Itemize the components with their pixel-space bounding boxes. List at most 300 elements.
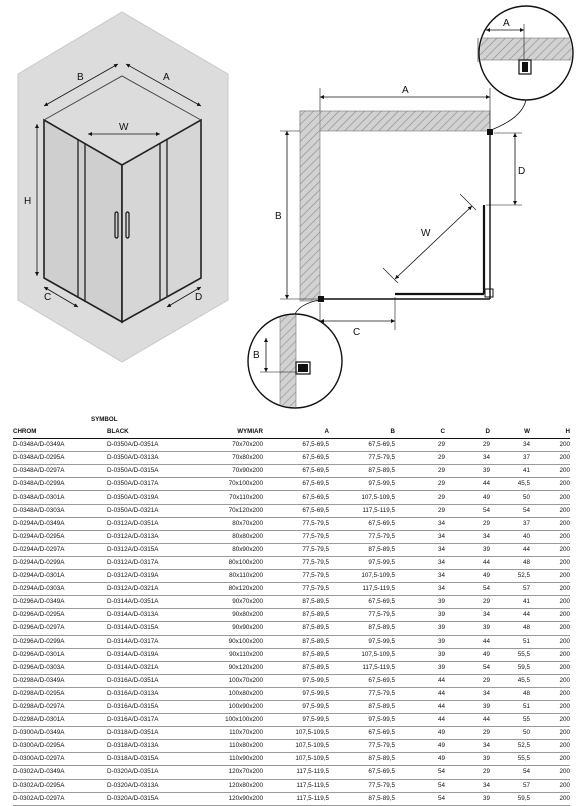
table-cell-wymiar: 80x90x200 <box>203 543 263 556</box>
table-cell-h: 200 <box>530 570 570 583</box>
table-row <box>13 439 570 452</box>
table-cell-wymiar: 120x80x200 <box>203 779 263 792</box>
table-cell-wymiar: 70x70x200 <box>203 439 263 452</box>
table-cell-h: 200 <box>530 556 570 569</box>
table-cell-black: D-0316A/D-0313A <box>107 687 203 700</box>
table-cell-w: 44 <box>490 609 530 622</box>
table-cell-a: 87,5-89,5 <box>263 635 329 648</box>
table-cell-c: 29 <box>395 465 445 478</box>
table-cell-d: 54 <box>445 583 490 596</box>
table-cell-black: D-0320A/D-0313A <box>107 779 203 792</box>
table-cell-chrom: D-0294A/D-0295A <box>13 530 107 543</box>
table-cell-w: 52,5 <box>490 740 530 753</box>
table-cell-w: 50 <box>490 727 530 740</box>
table-cell-b: 67,5-69,5 <box>329 766 395 779</box>
table-header-row <box>13 426 570 439</box>
table-cell-w: 51 <box>490 700 530 713</box>
table-cell-b: 97,5-99,5 <box>329 714 395 727</box>
table-cell-chrom: D-0348A/D-0349A <box>13 439 107 452</box>
table-row <box>13 727 570 740</box>
table-cell-black: D-0318A/D-0315A <box>107 753 203 766</box>
table-cell-w: 54 <box>490 766 530 779</box>
table-row <box>13 504 570 517</box>
table-cell-black: D-0350A/D-0317A <box>107 478 203 491</box>
table-cell-d: 39 <box>445 622 490 635</box>
detail-view-bottom <box>248 300 342 408</box>
table-row <box>13 478 570 491</box>
table-row <box>13 609 570 622</box>
table-cell-w: 41 <box>490 465 530 478</box>
table-cell-d: 29 <box>445 517 490 530</box>
table-row <box>13 700 570 713</box>
table-cell-a: 97,5-99,5 <box>263 714 329 727</box>
detail-bottom-leader <box>295 300 319 314</box>
table-cell-h: 200 <box>530 596 570 609</box>
table-cell-h: 200 <box>530 661 570 674</box>
table-cell-h: 200 <box>530 439 570 452</box>
table-cell-c: 44 <box>395 674 445 687</box>
plan-wall-left <box>300 111 320 301</box>
table-cell-b: 67,5-69,5 <box>329 517 395 530</box>
table-cell-c: 49 <box>395 727 445 740</box>
table-cell-h: 200 <box>530 753 570 766</box>
table-cell-c: 39 <box>395 635 445 648</box>
table-cell-chrom: D-0296A/D-0349A <box>13 596 107 609</box>
table-cell-w: 37 <box>490 517 530 530</box>
table-cell-a: 87,5-89,5 <box>263 609 329 622</box>
table-cell-b: 67,5-69,5 <box>329 439 395 452</box>
table-cell-chrom: D-0348A/D-0301A <box>13 491 107 504</box>
plan-label-b: B <box>275 211 282 222</box>
table-row <box>13 674 570 687</box>
plan-label-d: D <box>518 166 526 177</box>
table-cell-c: 34 <box>395 570 445 583</box>
table-cell-h: 200 <box>530 674 570 687</box>
table-cell-black: D-0350A/D-0351A <box>107 439 203 452</box>
table-cell-chrom: D-0348A/D-0297A <box>13 465 107 478</box>
table-row <box>13 596 570 609</box>
table-cell-black: D-0314A/D-0315A <box>107 622 203 635</box>
table-cell-d: 34 <box>445 530 490 543</box>
table-cell-chrom: D-0302A/D-0295A <box>13 779 107 792</box>
table-cell-a: 77,5-79,5 <box>263 570 329 583</box>
table-cell-wymiar: 90x90x200 <box>203 622 263 635</box>
table-cell-black: D-0350A/D-0315A <box>107 465 203 478</box>
table-cell-b: 77,5-79,5 <box>329 779 395 792</box>
table-cell-h: 200 <box>530 792 570 805</box>
table-cell-black: D-0312A/D-0319A <box>107 570 203 583</box>
table-cell-black: D-0320A/D-0315A <box>107 792 203 805</box>
table-cell-c: 44 <box>395 714 445 727</box>
symbol-group-header: SYMBOL <box>91 416 118 423</box>
detail-bottom-label-b: B <box>253 350 260 361</box>
table-cell-chrom: D-0302A/D-0349A <box>13 766 107 779</box>
table-cell-chrom: D-0348A/D-0295A <box>13 452 107 465</box>
table-row <box>13 491 570 504</box>
detail-view-top <box>478 6 577 130</box>
column-header-d: D <box>445 426 490 439</box>
table-cell-chrom: D-0298A/D-0297A <box>13 700 107 713</box>
table-cell-w: 55 <box>490 714 530 727</box>
table-cell-chrom: D-0300A/D-0295A <box>13 740 107 753</box>
table-cell-chrom: D-0296A/D-0299A <box>13 635 107 648</box>
table-cell-a: 117,5-119,5 <box>263 766 329 779</box>
column-header-b: B <box>329 426 395 439</box>
table-cell-d: 29 <box>445 727 490 740</box>
table-cell-h: 200 <box>530 517 570 530</box>
table-cell-h: 200 <box>530 478 570 491</box>
table-cell-d: 34 <box>445 740 490 753</box>
table-cell-c: 44 <box>395 700 445 713</box>
table-cell-b: 77,5-79,5 <box>329 609 395 622</box>
table-row <box>13 452 570 465</box>
table-cell-wymiar: 110x80x200 <box>203 740 263 753</box>
table-row <box>13 687 570 700</box>
table-cell-wymiar: 100x90x200 <box>203 700 263 713</box>
table-cell-w: 55,5 <box>490 753 530 766</box>
iso-label-b: B <box>77 72 84 83</box>
table-cell-wymiar: 70x90x200 <box>203 465 263 478</box>
table-cell-chrom: D-0294A/D-0297A <box>13 543 107 556</box>
table-cell-w: 48 <box>490 687 530 700</box>
table-cell-h: 200 <box>530 648 570 661</box>
table-cell-a: 77,5-79,5 <box>263 530 329 543</box>
table-cell-black: D-0312A/D-0321A <box>107 583 203 596</box>
column-header-w: W <box>490 426 530 439</box>
table-cell-wymiar: 90x120x200 <box>203 661 263 674</box>
table-cell-chrom: D-0296A/D-0297A <box>13 622 107 635</box>
table-cell-b: 87,5-89,5 <box>329 543 395 556</box>
table-cell-h: 200 <box>530 714 570 727</box>
table-cell-b: 97,5-99,5 <box>329 556 395 569</box>
table-cell-a: 87,5-89,5 <box>263 596 329 609</box>
iso-label-a: A <box>163 72 170 83</box>
table-cell-c: 34 <box>395 583 445 596</box>
table-cell-d: 29 <box>445 674 490 687</box>
table-cell-w: 59,5 <box>490 661 530 674</box>
table-cell-a: 97,5-99,5 <box>263 700 329 713</box>
table-cell-w: 45,5 <box>490 478 530 491</box>
iso-label-d: D <box>195 292 203 303</box>
isometric-view <box>18 12 228 362</box>
table-cell-b: 107,5-109,5 <box>329 648 395 661</box>
table-cell-a: 117,5-119,5 <box>263 792 329 805</box>
table-row <box>13 570 570 583</box>
table-cell-black: D-0312A/D-0313A <box>107 530 203 543</box>
table-cell-wymiar: 90x80x200 <box>203 609 263 622</box>
table-cell-c: 54 <box>395 766 445 779</box>
column-header-c: C <box>395 426 445 439</box>
table-cell-a: 87,5-89,5 <box>263 622 329 635</box>
table-cell-b: 77,5-79,5 <box>329 452 395 465</box>
table-cell-a: 67,5-69,5 <box>263 439 329 452</box>
table-cell-a: 117,5-119,5 <box>263 779 329 792</box>
table-cell-wymiar: 80x80x200 <box>203 530 263 543</box>
table-cell-w: 40 <box>490 530 530 543</box>
table-cell-w: 54 <box>490 504 530 517</box>
table-cell-c: 34 <box>395 543 445 556</box>
table-cell-b: 107,5-109,5 <box>329 570 395 583</box>
table-cell-a: 107,5-109,5 <box>263 740 329 753</box>
table-cell-h: 200 <box>530 465 570 478</box>
table-cell-h: 200 <box>530 687 570 700</box>
table-cell-d: 34 <box>445 452 490 465</box>
table-row <box>13 648 570 661</box>
table-cell-c: 54 <box>395 779 445 792</box>
table-cell-h: 200 <box>530 543 570 556</box>
table-cell-d: 39 <box>445 543 490 556</box>
table-cell-chrom: D-0300A/D-0297A <box>13 753 107 766</box>
table-cell-chrom: D-0296A/D-0295A <box>13 609 107 622</box>
table-cell-black: D-0320A/D-0351A <box>107 766 203 779</box>
table-row <box>13 543 570 556</box>
table-cell-wymiar: 100x80x200 <box>203 687 263 700</box>
table-cell-c: 29 <box>395 504 445 517</box>
table-cell-b: 67,5-69,5 <box>329 674 395 687</box>
table-cell-a: 67,5-69,5 <box>263 452 329 465</box>
table-cell-h: 200 <box>530 452 570 465</box>
table-cell-d: 44 <box>445 635 490 648</box>
table-cell-c: 34 <box>395 517 445 530</box>
table-cell-w: 59,5 <box>490 792 530 805</box>
table-cell-h: 200 <box>530 530 570 543</box>
table-cell-d: 39 <box>445 753 490 766</box>
table-cell-b: 87,5-89,5 <box>329 465 395 478</box>
table-cell-w: 48 <box>490 622 530 635</box>
detail-top-label-a: A <box>503 18 510 29</box>
table-cell-d: 49 <box>445 491 490 504</box>
table-cell-b: 87,5-89,5 <box>329 622 395 635</box>
iso-label-h: H <box>24 196 32 207</box>
table-row <box>13 583 570 596</box>
table-cell-d: 54 <box>445 661 490 674</box>
table-cell-h: 200 <box>530 504 570 517</box>
table-cell-d: 34 <box>445 779 490 792</box>
table-cell-wymiar: 90x70x200 <box>203 596 263 609</box>
table-cell-c: 54 <box>395 792 445 805</box>
plan-view <box>275 85 525 338</box>
table-row <box>13 714 570 727</box>
table-cell-a: 67,5-69,5 <box>263 504 329 517</box>
table-cell-w: 45,5 <box>490 674 530 687</box>
table-cell-wymiar: 80x100x200 <box>203 556 263 569</box>
table-cell-wymiar: 70x80x200 <box>203 452 263 465</box>
table-cell-black: D-0318A/D-0351A <box>107 727 203 740</box>
table-cell-black: D-0350A/D-0321A <box>107 504 203 517</box>
table-cell-chrom: D-0294A/D-0349A <box>13 517 107 530</box>
table-cell-black: D-0312A/D-0315A <box>107 543 203 556</box>
table-cell-b: 67,5-69,5 <box>329 596 395 609</box>
table-cell-w: 37 <box>490 452 530 465</box>
table-cell-a: 87,5-89,5 <box>263 661 329 674</box>
table-cell-a: 67,5-69,5 <box>263 491 329 504</box>
table-cell-a: 97,5-99,5 <box>263 687 329 700</box>
table-cell-d: 29 <box>445 766 490 779</box>
table-cell-h: 200 <box>530 700 570 713</box>
table-cell-d: 49 <box>445 648 490 661</box>
table-cell-d: 29 <box>445 596 490 609</box>
table-row <box>13 635 570 648</box>
table-cell-h: 200 <box>530 779 570 792</box>
specification-table <box>13 414 570 806</box>
table-cell-black: D-0314A/D-0321A <box>107 661 203 674</box>
table-row <box>13 792 570 805</box>
table-cell-w: 48 <box>490 556 530 569</box>
table-cell-h: 200 <box>530 609 570 622</box>
table-body <box>13 439 570 806</box>
column-header-chrom: CHROM <box>13 426 107 439</box>
table-cell-wymiar: 120x70x200 <box>203 766 263 779</box>
table-cell-a: 77,5-79,5 <box>263 517 329 530</box>
table-cell-b: 77,5-79,5 <box>329 740 395 753</box>
table-cell-chrom: D-0298A/D-0295A <box>13 687 107 700</box>
table-cell-h: 200 <box>530 622 570 635</box>
table-cell-wymiar: 80x120x200 <box>203 583 263 596</box>
table-cell-black: D-0312A/D-0351A <box>107 517 203 530</box>
table-cell-c: 29 <box>395 478 445 491</box>
table-cell-h: 200 <box>530 491 570 504</box>
plan-label-a: A <box>402 85 409 96</box>
table-cell-w: 50 <box>490 491 530 504</box>
table-cell-c: 39 <box>395 622 445 635</box>
table-cell-chrom: D-0294A/D-0301A <box>13 570 107 583</box>
table-row <box>13 622 570 635</box>
table-cell-c: 29 <box>395 452 445 465</box>
table-cell-chrom: D-0298A/D-0301A <box>13 714 107 727</box>
table-cell-b: 67,5-69,5 <box>329 727 395 740</box>
table-cell-chrom: D-0294A/D-0299A <box>13 556 107 569</box>
table-cell-h: 200 <box>530 583 570 596</box>
table-cell-black: D-0316A/D-0317A <box>107 714 203 727</box>
table-cell-black: D-0316A/D-0315A <box>107 700 203 713</box>
iso-label-c: C <box>44 292 52 303</box>
table-cell-w: 34 <box>490 439 530 452</box>
table-cell-black: D-0314A/D-0351A <box>107 596 203 609</box>
table-cell-w: 44 <box>490 543 530 556</box>
table-cell-c: 29 <box>395 491 445 504</box>
table-cell-c: 39 <box>395 609 445 622</box>
plan-ext-w-2 <box>460 194 476 210</box>
table-cell-black: D-0316A/D-0351A <box>107 674 203 687</box>
table-cell-d: 39 <box>445 465 490 478</box>
table-cell-w: 51 <box>490 635 530 648</box>
table-cell-wymiar: 100x100x200 <box>203 714 263 727</box>
table-cell-black: D-0314A/D-0313A <box>107 609 203 622</box>
table-cell-h: 200 <box>530 740 570 753</box>
table-cell-w: 55,5 <box>490 648 530 661</box>
table-cell-h: 200 <box>530 635 570 648</box>
table-cell-c: 49 <box>395 753 445 766</box>
table-cell-c: 34 <box>395 530 445 543</box>
table-row <box>13 465 570 478</box>
table-cell-black: D-0314A/D-0319A <box>107 648 203 661</box>
table-cell-b: 77,5-79,5 <box>329 687 395 700</box>
table-cell-wymiar: 110x70x200 <box>203 727 263 740</box>
table-cell-chrom: D-0302A/D-0297A <box>13 792 107 805</box>
table-cell-a: 77,5-79,5 <box>263 583 329 596</box>
table-cell-wymiar: 80x110x200 <box>203 570 263 583</box>
table-cell-c: 39 <box>395 661 445 674</box>
table-cell-b: 97,5-99,5 <box>329 478 395 491</box>
plan-label-c: C <box>353 327 361 338</box>
table-cell-d: 49 <box>445 570 490 583</box>
table-cell-wymiar: 70x120x200 <box>203 504 263 517</box>
table-cell-c: 29 <box>395 439 445 452</box>
table-cell-wymiar: 70x110x200 <box>203 491 263 504</box>
table-cell-b: 117,5-119,5 <box>329 661 395 674</box>
table-cell-a: 107,5-109,5 <box>263 727 329 740</box>
table-cell-black: D-0350A/D-0319A <box>107 491 203 504</box>
table-cell-wymiar: 90x100x200 <box>203 635 263 648</box>
table-row <box>13 530 570 543</box>
table-cell-wymiar: 110x90x200 <box>203 753 263 766</box>
table-cell-b: 117,5-119,5 <box>329 504 395 517</box>
table-cell-d: 39 <box>445 792 490 805</box>
table-cell-d: 29 <box>445 439 490 452</box>
table-cell-black: D-0350A/D-0313A <box>107 452 203 465</box>
table-cell-c: 44 <box>395 687 445 700</box>
table-cell-c: 39 <box>395 648 445 661</box>
table-cell-wymiar: 100x70x200 <box>203 674 263 687</box>
plan-dimension-line-w <box>395 206 472 279</box>
table-cell-c: 49 <box>395 740 445 753</box>
table-cell-black: D-0312A/D-0317A <box>107 556 203 569</box>
table-cell-wymiar: 120x90x200 <box>203 792 263 805</box>
column-header-wymiar: WYMIAR <box>203 426 263 439</box>
table-cell-d: 34 <box>445 609 490 622</box>
table-cell-d: 39 <box>445 700 490 713</box>
table-cell-b: 77,5-79,5 <box>329 530 395 543</box>
table-cell-h: 200 <box>530 727 570 740</box>
table-cell-a: 67,5-69,5 <box>263 465 329 478</box>
column-header-black: BLACK <box>107 426 203 439</box>
detail-top-leader <box>491 100 526 130</box>
table-cell-a: 97,5-99,5 <box>263 674 329 687</box>
iso-label-w: W <box>119 122 129 133</box>
table-cell-w: 57 <box>490 779 530 792</box>
table-cell-b: 107,5-109,5 <box>329 491 395 504</box>
table-cell-a: 77,5-79,5 <box>263 543 329 556</box>
table-cell-h: 200 <box>530 766 570 779</box>
table-cell-b: 97,5-99,5 <box>329 635 395 648</box>
table-cell-d: 44 <box>445 478 490 491</box>
plan-label-w: W <box>421 228 431 239</box>
table-cell-black: D-0314A/D-0317A <box>107 635 203 648</box>
table-cell-b: 117,5-119,5 <box>329 583 395 596</box>
table-cell-d: 44 <box>445 714 490 727</box>
table-cell-b: 87,5-89,5 <box>329 792 395 805</box>
table-cell-wymiar: 70x100x200 <box>203 478 263 491</box>
table-cell-wymiar: 80x70x200 <box>203 517 263 530</box>
table-row <box>13 766 570 779</box>
table-row <box>13 740 570 753</box>
table-cell-d: 44 <box>445 556 490 569</box>
column-header-a: A <box>263 426 329 439</box>
table-cell-chrom: D-0298A/D-0349A <box>13 674 107 687</box>
table-row <box>13 779 570 792</box>
column-header-h: H <box>530 426 570 439</box>
table-row <box>13 517 570 530</box>
table-cell-c: 39 <box>395 596 445 609</box>
table-cell-wymiar: 90x110x200 <box>203 648 263 661</box>
table-cell-w: 41 <box>490 596 530 609</box>
plan-ext-w-1 <box>383 268 398 283</box>
table-cell-black: D-0318A/D-0313A <box>107 740 203 753</box>
table-cell-chrom: D-0296A/D-0301A <box>13 648 107 661</box>
table-cell-chrom: D-0300A/D-0349A <box>13 727 107 740</box>
table-cell-w: 52,5 <box>490 570 530 583</box>
plan-corner-profile <box>485 289 493 297</box>
